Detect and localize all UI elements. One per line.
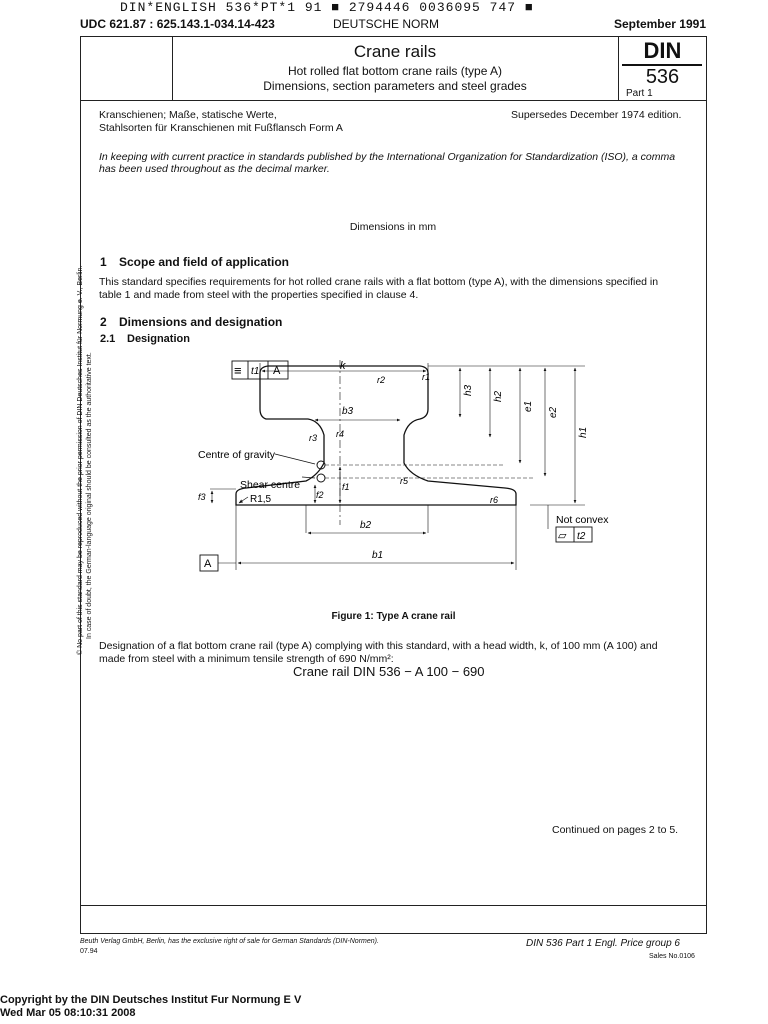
h3-label: h3: [463, 384, 474, 396]
din-part: Part 1: [626, 88, 653, 99]
datum-reference-label: A: [273, 365, 281, 377]
footer-beuth: Beuth Verlag GmbH, Berlin, has the exclusive right of sale for German Standards (DIN-Normen).: [80, 938, 379, 945]
shear-centre-marker: [317, 474, 325, 482]
crane-rail-figure: [190, 355, 710, 605]
section-1-title: Scope and field of application: [119, 255, 290, 269]
german-title-line-2: Stahlsorten für Kranschienen mit Fußflansch Form A: [99, 122, 343, 134]
german-title-line-1: Kranschienen; Maße, statische Werte,: [99, 109, 277, 121]
continued-note: Continued on pages 2 to 5.: [552, 824, 679, 836]
f2-label: f2: [316, 490, 324, 500]
h1-label: h1: [578, 426, 589, 438]
footer-reference: DIN 536 Part 1 Engl. Price group 6: [526, 938, 680, 949]
subtitle-line-2: Dimensions, section parameters and steel grades: [263, 79, 527, 93]
tolerance-t2-label: t2: [577, 531, 586, 542]
tolerance-t1-label: t1: [251, 366, 260, 377]
section-1-text-line-1: This standard specifies requirements for hot rolled crane rails with a flat bottom (type A), with the dimensions specified in: [99, 276, 659, 288]
section-2-1-number: 2.1: [100, 333, 116, 345]
b1-label: b1: [372, 550, 384, 561]
e1-label: e1: [523, 400, 534, 412]
publication-date: September 1991: [613, 17, 706, 31]
copyright-side-note: [76, 255, 94, 655]
r1-label: r1: [422, 372, 431, 382]
designation-example: Crane rail DIN 536 − A 100 − 690: [293, 664, 485, 679]
r2-label: r2: [377, 375, 386, 385]
r3-label: r3: [309, 433, 318, 443]
r4-label: r4: [336, 429, 345, 439]
din-label: DIN: [643, 38, 682, 63]
e2-label: e2: [548, 406, 559, 418]
copyright-line-2: Wed Mar 05 08:10:31 2008: [0, 1007, 136, 1019]
r6-label: r6: [490, 495, 499, 505]
comma-note-line-1: In keeping with current practice in standards published by the International Organization for Standardization (ISO), a comma: [99, 151, 676, 163]
footer-sales-number: Sales No.0106: [649, 953, 695, 960]
f3-label: f3: [198, 492, 206, 502]
section-1-text-line-2: table 1 and made from steel with the properties specified in clause 4.: [99, 289, 419, 301]
supersedes-note: Supersedes December 1974 edition.: [511, 109, 682, 121]
document-code: DIN*ENGLISH 536*PT*1 91 ■ 2794446 0036095 747 ■: [120, 0, 534, 15]
page-title: Crane rails: [353, 42, 437, 61]
figure-caption: Figure 1: Type A crane rail: [331, 611, 456, 622]
section-2-title: Dimensions and designation: [119, 315, 283, 329]
section-2-1-title: Designation: [127, 333, 190, 345]
symmetry-symbol: ≡: [234, 363, 242, 378]
b2-label: b2: [360, 520, 372, 531]
footer-code: 07.94: [80, 948, 98, 955]
copyright-line-1: Copyright by the DIN Deutsches Institut Fur Normung E V: [0, 994, 302, 1006]
h2-label: h2: [493, 390, 504, 402]
norm-label: DEUTSCHE NORM: [333, 17, 440, 31]
flatness-symbol: ▱: [558, 530, 567, 542]
udc-number: UDC 621.87 : 625.143.1-034.14-423: [80, 17, 275, 31]
din-number: 536: [645, 66, 680, 88]
radius-label: R1,5: [250, 494, 272, 505]
datum-A-label: A: [204, 558, 212, 570]
r5-label: r5: [400, 476, 409, 486]
comma-note-line-2: has been used throughout as the decimal marker.: [99, 163, 330, 175]
designation-text-line-2: made from steel with a minimum tensile strength of 690 N/mm²:: [99, 653, 394, 665]
k-label: k: [340, 360, 346, 372]
subtitle-line-1: Hot rolled flat bottom crane rails (type A): [287, 64, 503, 78]
centre-of-gravity-label: Centre of gravity: [198, 449, 276, 461]
footer-divider: [80, 905, 707, 906]
b3-label: b3: [342, 406, 354, 417]
shear-centre-label: Shear centre: [240, 479, 301, 491]
side-note-line-1: © No part of this standard may be reproduced without the prior permission of DIN Deutsches Institut für Normung e. V., Berlin.: [77, 265, 84, 655]
not-convex-label: Not convex: [556, 514, 609, 526]
f1-label: f1: [342, 482, 350, 492]
title-divider: [80, 100, 707, 101]
section-1-number: 1: [100, 255, 107, 269]
side-note-line-2: In case of doubt, the German-language original should be consulted as the authoritative text.: [86, 352, 93, 639]
designation-text-line-1: Designation of a flat bottom crane rail (type A) complying with this standard, with a head width, k, of 100 mm (A 100) and: [99, 640, 658, 652]
dimensions-note: Dimensions in mm: [349, 221, 437, 233]
section-2-number: 2: [100, 315, 107, 329]
